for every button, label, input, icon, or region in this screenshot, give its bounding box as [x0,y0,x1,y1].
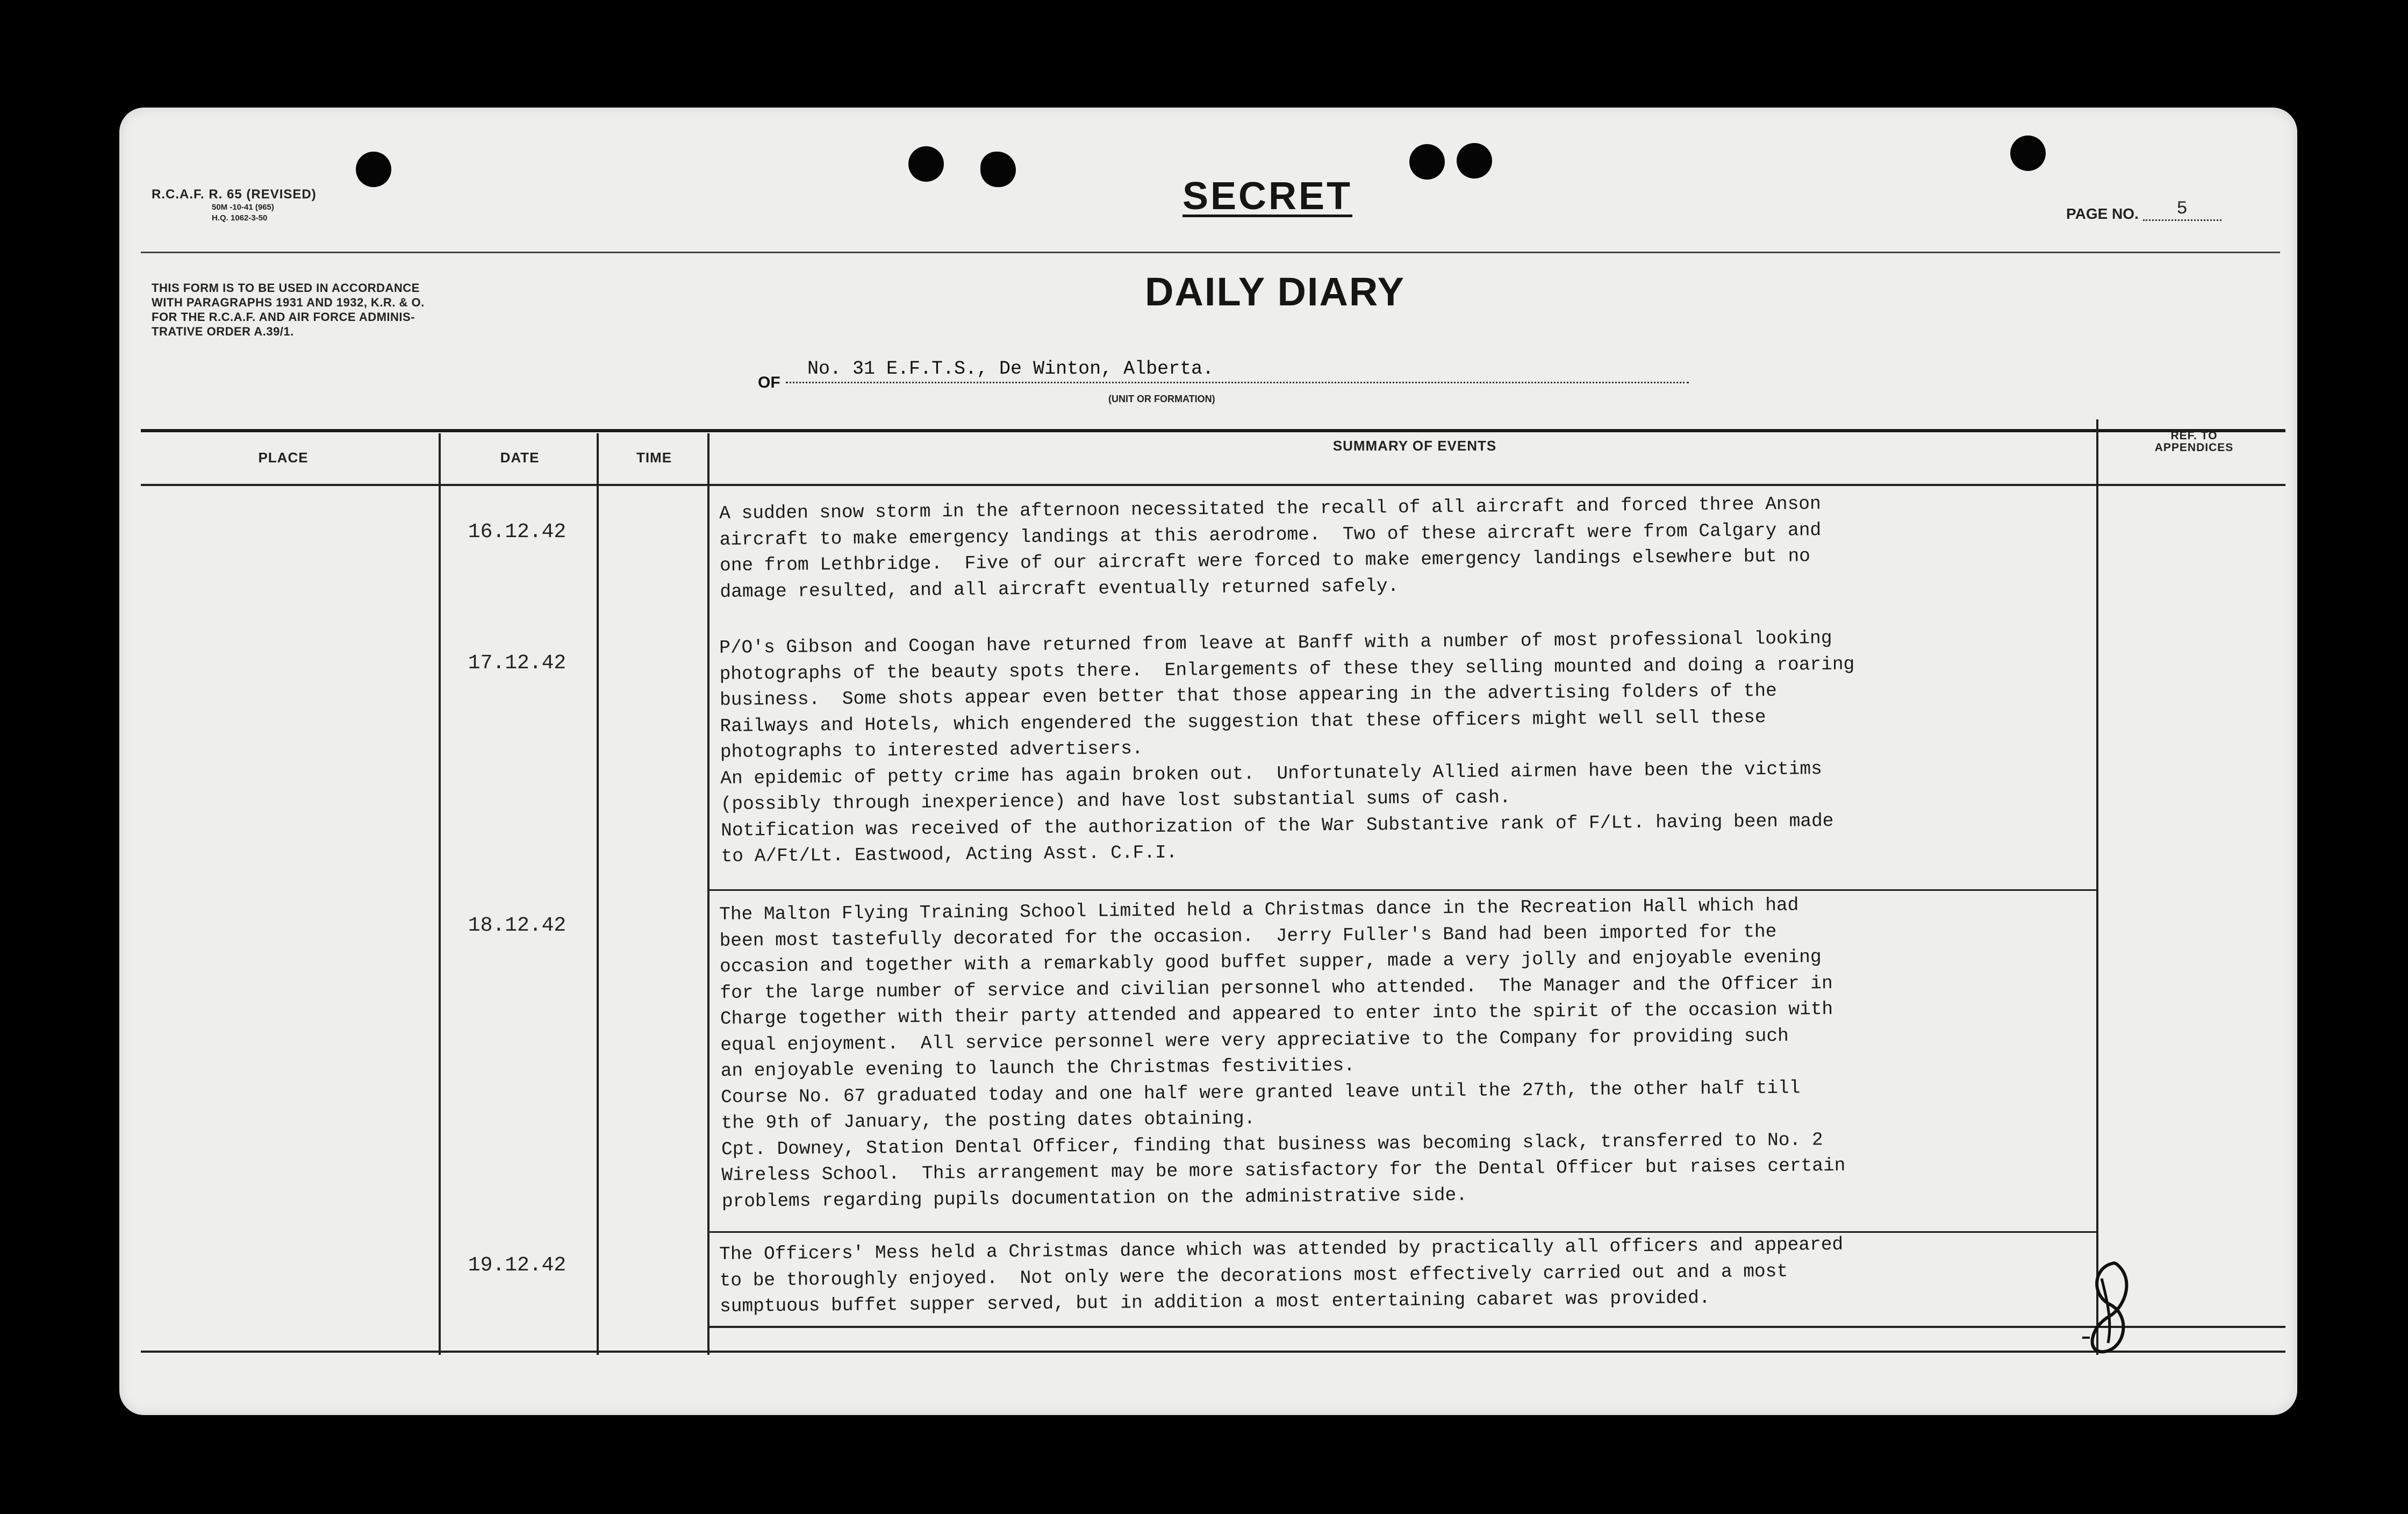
page-number-label: PAGE NO. [2066,205,2139,222]
punch-hole [356,152,391,187]
entry-line: photographs of the beauty spots there. Enlargements of these they selling mounted and doing a roaring [719,654,1855,685]
unit-name: No. 31 E.F.T.S., De Winton, Alberta. [786,356,1689,383]
entry-line: Notification was received of the authorization of the War Substantive rank of F/Lt. having been made [720,810,1834,841]
page-number-field [2066,199,2221,226]
table-bottom-rule [707,1326,2285,1328]
column-divider [439,433,441,1355]
header-divider [141,252,2280,253]
punch-hole [908,146,944,182]
diary-sheet [119,108,2297,1415]
entry-text [719,1230,2117,1320]
entry-line: to be thoroughly enjoyed. Not only were the decorations most effectively carried out and a most [719,1261,1788,1291]
entry-line: Course No. 67 graduated today and one half were granted leave until the 27th, the other half till [720,1077,1801,1108]
column-header-rule [141,484,2285,486]
column-divider [597,433,599,1355]
column-divider [707,433,710,1355]
entry-line: Cpt. Downey, Station Dental Officer, finding that business was becoming slack, transferred to No. 2 [721,1129,1823,1160]
entry-line: P/O's Gibson and Coogan have returned from leave at Banff with a number of most professional looking [719,627,1832,659]
table-top-rule [141,429,2285,432]
entry-line: aircraft to make emergency landings at this aerodrome. Two of these aircraft were from Calgary and [719,519,1822,551]
entry-line: for the large number of service and civilian personnel who attended. The Manager and the Officer in [720,973,1833,1004]
ref-header-line1: REF. TO [2170,430,2218,442]
column-header-place: PLACE [258,449,309,466]
entry-text [719,623,2119,870]
entry-line: occasion and together with a remarkably good buffet supper, made a very jolly and enjoyable evening [719,947,1822,977]
entry-line: The Officers' Mess held a Christmas dance which was attended by practically all officers and appeared [719,1234,1844,1265]
entry-line: Charge together with their party attended and appeared to enter into the spirit of the occasion with [720,998,1833,1030]
entry-line: sumptuous buffet supper served, but in addition a most entertaining cabaret was provided. [719,1287,1710,1317]
instruction-line: FOR THE R.C.A.F. AND AIR FORCE ADMINIS- [152,310,415,324]
row-divider [707,889,2098,891]
page-number-value: 5 [2143,199,2221,221]
handwritten-appendix-mark [2080,1257,2139,1359]
entry-line: to A/Ft/Lt. Eastwood, Acting Asst. C.F.I. [721,842,1178,867]
column-header-ref [2097,430,2291,454]
of-label: OF [758,374,780,391]
ref-header-line2: APPENDICES [2154,441,2234,454]
entry-text [719,489,2118,605]
table-bottom-rule [141,1351,2285,1353]
form-code [152,187,317,224]
column-header-time: TIME [636,449,672,466]
column-header-summary: SUMMARY OF EVENTS [1332,438,1497,454]
punch-hole [1457,143,1492,178]
instruction-line: WITH PARAGRAPHS 1931 AND 1932, K.R. & O. [152,296,425,309]
form-code-line3: H.Q. 1062-3-50 [212,213,268,223]
entry-line: Wireless School. This arrangement may be more satisfactory for the Dental Officer but raises certain [721,1155,1846,1186]
entry-line: the 9th of January, the posting dates obtaining. [721,1108,1256,1134]
entry-date: 19.12.42 [468,1254,567,1277]
instruction-line: THIS FORM IS TO BE USED IN ACCORDANCE [152,281,420,295]
entry-line: photographs to interested advertisers. [720,738,1143,763]
entry-line: equal enjoyment. All service personnel were very appreciative to the Company for providing such [720,1025,1789,1056]
unit-caption: (UNIT OR FORMATION) [1108,394,1215,404]
entry-line: business. Some shots appear even better that those appearing in the advertising folders of the [719,680,1777,711]
form-code-line2: 50M -10-41 (965) [212,203,274,212]
entry-line: problems regarding pupils documentation on the administrative side. [721,1184,1468,1212]
punch-hole [2010,135,2046,171]
entry-line: A sudden snow storm in the afternoon necessitated the recall of all aircraft and forced three Anson [719,494,1821,524]
entry-date: 18.12.42 [468,914,567,937]
entry-line: (possibly through inexperience) and have lost substantial sums of cash. [720,787,1511,815]
diary-title: DAILY DIARY [1145,269,1405,314]
form-code-line1: R.C.A.F. R. 65 (REVISED) [152,187,317,202]
entry-line: damage resulted, and all aircraft eventually returned safely. [720,575,1399,603]
entry-line: an enjoyable evening to launch the Christmas festivities. [720,1055,1355,1082]
form-instructions [152,281,425,339]
punch-hole [980,152,1016,187]
entry-line: An epidemic of petty crime has again broken out. Unfortunately Allied airmen have been the victims [720,758,1823,789]
entry-line: Railways and Hotels, which engendered the suggestion that these officers might well sell these [720,706,1766,737]
instruction-line: TRATIVE ORDER A.39/1. [152,325,294,338]
entry-line: one from Lethbridge. Five of our aircraft were forced to make emergency landings elsewhere but no [719,546,1811,576]
entry-line: The Malton Flying Training School Limited held a Christmas dance in the Recreation Hall which had [719,895,1799,925]
entry-line: been most tastefully decorated for the occasion. Jerry Fuller's Band had been imported for the [719,921,1777,952]
entry-date: 16.12.42 [468,520,567,544]
entry-date: 17.12.42 [468,652,567,675]
column-header-date: DATE [500,449,540,466]
entry-text [719,890,2119,1215]
security-classification: SECRET [1182,175,1353,218]
